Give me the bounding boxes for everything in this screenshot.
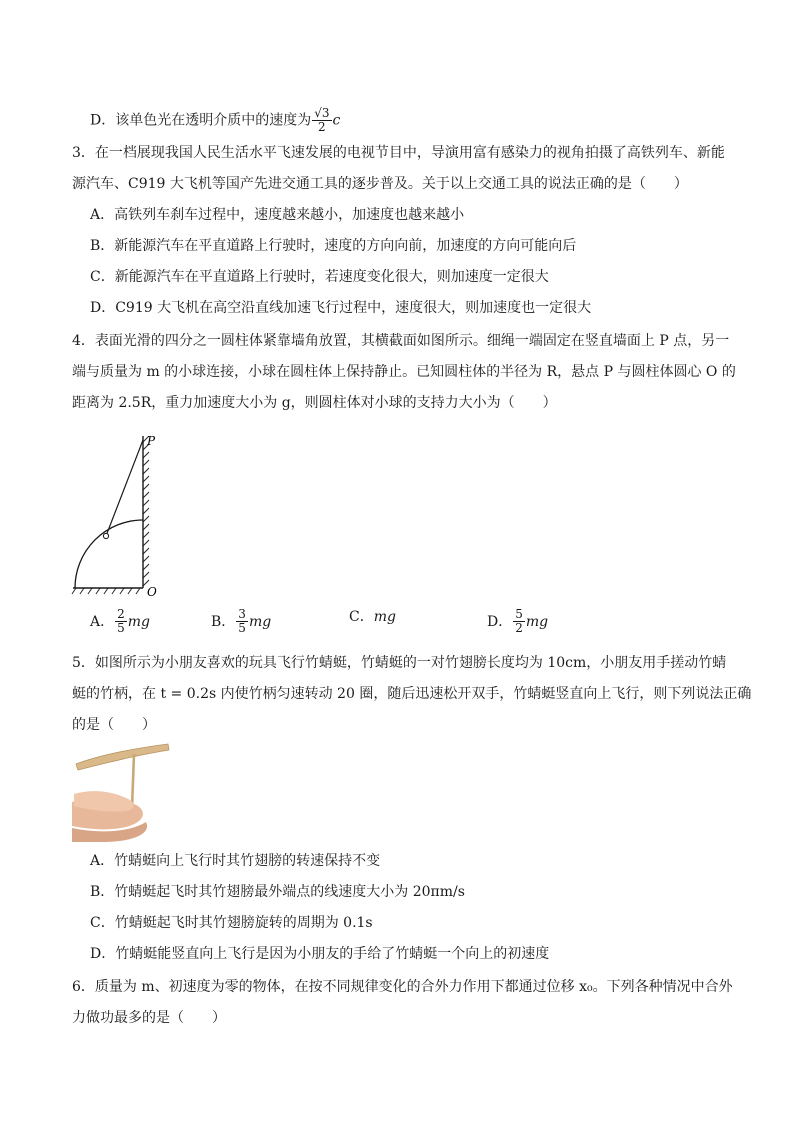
- q4-stem-line3: 距离为 2.5R，重力加速度大小为 g，则圆柱体对小球的支持力大小为（ ）: [72, 395, 557, 411]
- ball: [103, 533, 108, 538]
- floor-hatching: [72, 588, 140, 594]
- q2-option-d-fraction: $\frac{√3}{2}$: [314, 106, 330, 134]
- q4-option-b: B． $\frac{3}{5}$ mg: [211, 607, 272, 635]
- wall-hatching: [143, 436, 149, 586]
- q6-stem-line2: 力做功最多的是（ ）: [72, 1010, 226, 1026]
- q3-option-c: C．新能源汽车在平直道路上行驶时，若速度变化很大，则加速度一定很大: [90, 269, 549, 285]
- q2-option-d-text: D．该单色光在透明介质中的速度为: [90, 112, 312, 129]
- q5-stem-line3: 的是（ ）: [72, 717, 156, 733]
- quarter-cylinder-arc: [75, 520, 143, 588]
- q4-option-a: A． $\frac{2}{5}$ mg: [90, 607, 151, 635]
- q4-option-d: D． $\frac{5}{2}$ mg: [487, 607, 549, 635]
- q5-stem-line2: 蜓的竹柄，在 t = 0.2s 内使竹柄匀速转动 20 圈，随后迅速松开双手，竹蜻蜓竖直向上飞行，则下列说法正确: [72, 686, 752, 702]
- q4-figure: [70, 428, 170, 600]
- q3-stem-line1: 3．在一档展现我国人民生活水平飞速发展的电视节目中，导演用富有感染力的视角拍摄了高铁列车、新能: [72, 145, 725, 161]
- point-p-label: P: [147, 434, 156, 448]
- q4-stem-line1: 4．表面光滑的四分之一圆柱体紧靠墙角放置，其横截面如图所示。细绳一端固定在竖直墙面上 P 点，另一: [72, 333, 730, 349]
- point-o-label: O: [147, 585, 157, 599]
- q5-option-c: C．竹蜻蜓起飞时其竹翅膀旋转的周期为 0.1s: [90, 915, 373, 931]
- q5-option-d: D．竹蜻蜓能竖直向上飞行是因为小朋友的手给了竹蜻蜓一个向上的初速度: [90, 946, 550, 962]
- bamboo-dragonfly-photo: [72, 740, 172, 842]
- q4-stem-line2: 端与质量为 m 的小球连接，小球在圆柱体上保持静止。已知圆柱体的半径为 R，悬点 P 与圆柱体圆心 O 的: [72, 364, 736, 380]
- q5-option-a: A．竹蜻蜓向上飞行时其竹翅膀的转速保持不变: [90, 853, 381, 869]
- q5-stem-line1: 5．如图所示为小朋友喜欢的玩具飞行竹蜻蜓，竹蜻蜓的一对竹翅膀长度均为 10cm，小朋友用手搓动竹蜻: [72, 655, 727, 671]
- q3-stem-line2: 源汽车、C919 大飞机等国产先进交通工具的逐步普及。关于以上交通工具的说法正确的是（ ）: [72, 176, 688, 192]
- q3-option-d: D．C919 大飞机在高空沿直线加速飞行过程中，速度很大，则加速度也一定很大: [90, 300, 592, 316]
- q3-option-b: B．新能源汽车在平直道路上行驶时，速度的方向向前，加速度的方向可能向后: [90, 238, 577, 254]
- q5-option-b: B．竹蜻蜓起飞时其竹翅膀最外端点的线速度大小为 20πm/s: [90, 884, 465, 900]
- q4-option-c: C． mg: [349, 609, 396, 625]
- q6-stem-line1: 6．质量为 m、初速度为零的物体，在按不同规律变化的合外力作用下都通过位移 x₀。下列各种情况中合外: [72, 979, 733, 995]
- rope-line: [106, 440, 143, 536]
- q2-option-d: D．该单色光在透明介质中的速度为 $\frac{√3}{2}$ c: [90, 106, 341, 134]
- q3-option-a: A．高铁列车刹车过程中，速度越来越小，加速度也越来越小: [90, 207, 465, 223]
